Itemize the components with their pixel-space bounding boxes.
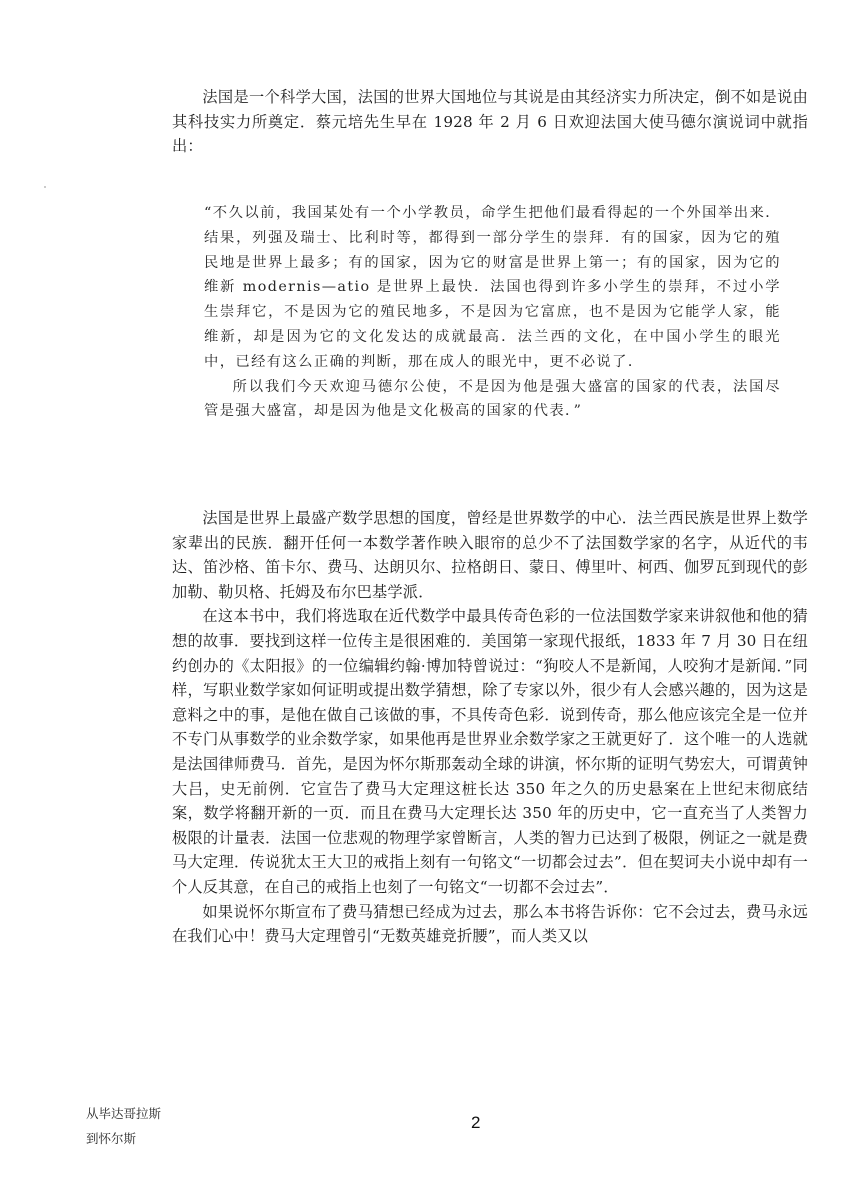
main-text-block <box>172 506 808 949</box>
running-footer-book-title <box>86 1101 161 1151</box>
page-number: 2 <box>471 1113 481 1132</box>
quote-paragraph-1: “不久以前，我国某处有一个小学教员，命学生把他们最看得起的一个外国举出来．结果，列强及瑞士、比利时等，都得到一部分学生的崇拜．有的国家，因为它的殖民地是世界上最多；有的国家，因为它的财富是世界上第一；有的国家，因为它的维新 modernis—atio 是世界上最快．法国也得到许多小学生的崇拜，不过小学生崇拜它，不是因为它的殖民地多，不是因为它富庶，也不是因为它能学人家，能维新，却是因为它的文化发达的成就最高．法兰西的文化，在中国小学生的眼光中，已经有这么正确的判断，那在成人的眼光中，更不必说了． <box>204 205 781 370</box>
intro-paragraph: 法国是一个科学大国，法国的世界大国地位与其说是由其经济实力所决定，倒不如是说由其科技实力所奠定．蔡元培先生早在 1928 年 2 月 6 日欢迎法国大使马德尔演说词中就指出： <box>172 88 808 156</box>
intro-paragraph-block <box>172 85 808 159</box>
body-paragraph-3: 如果说怀尔斯宣布了费马猜想已经成为过去，那么本书将告诉你：它不会过去，费马永远在我们心中！费马大定理曾引“无数英雄竞折腰”，而人类又以 <box>172 902 808 946</box>
scan-artifact <box>44 186 46 188</box>
book-title-line-2: 到怀尔斯 <box>86 1131 137 1146</box>
quote-paragraph-2: 所以我们今天欢迎马德尔公使，不是因为他是强大盛富的国家的代表，法国尽管是强大盛富，却是因为他是文化极高的国家的代表．” <box>204 378 781 420</box>
block-quote <box>204 201 781 424</box>
body-paragraph-1: 法国是世界上最盛产数学思想的国度，曾经是世界数学的中心．法兰西民族是世界上数学家辈出的民族．翻开任何一本数学著作映入眼帘的总少不了法国数学家的名字，从近代的韦达、笛沙格、笛卡尔、费马、达朗贝尔、拉格朗日、蒙日、傅里叶、柯西、伽罗瓦到现代的彭加勒、勒贝格、托姆及布尔巴基学派． <box>172 509 808 601</box>
book-title-line-1: 从毕达哥拉斯 <box>86 1106 162 1121</box>
body-paragraph-2: 在这本书中，我们将选取在近代数学中最具传奇色彩的一位法国数学家来讲叙他和他的猜想的故事．要找到这样一位传主是很困难的．美国第一家现代报纸，1833 年 7 月 30 日在纽约创办的《太阳报》的一位编辑约翰·博加特曾说过：“狗咬人不是新闻，人咬狗才是新闻．”同样，写职业数学家如何证明或提出数学猜想，除了专家以外，很少有人会感兴趣的，因为这是意料之中的事，是他在做自己该做的事，不具传奇色彩．说到传奇，那么他应该完全是一位并不专门从事数学的业余数学家，如果他再是世界业余数学家之王就更好了．这个唯一的人选就是法国律师费马．首先，是因为怀尔斯那轰动全球的讲演，怀尔斯的证明气势宏大，可谓黄钟大吕，史无前例．它宣告了费马大定理这桩长达 350 年之久的历史悬案在上世纪末彻底结案，数学将翻开新的一页．而且在费马大定理长达 350 年的历史中，它一直充当了人类智力极限的计量表．法国一位悲观的物理学家曾断言，人类的智力已达到了极限，例证之一就是费马大定理．传说犹太王大卫的戒指上刻有一句铭文“一切都会过去”．但在契诃夫小说中却有一个人反其意，在自己的戒指上也刻了一句铭文“一切都不会过去”． <box>172 607 808 896</box>
